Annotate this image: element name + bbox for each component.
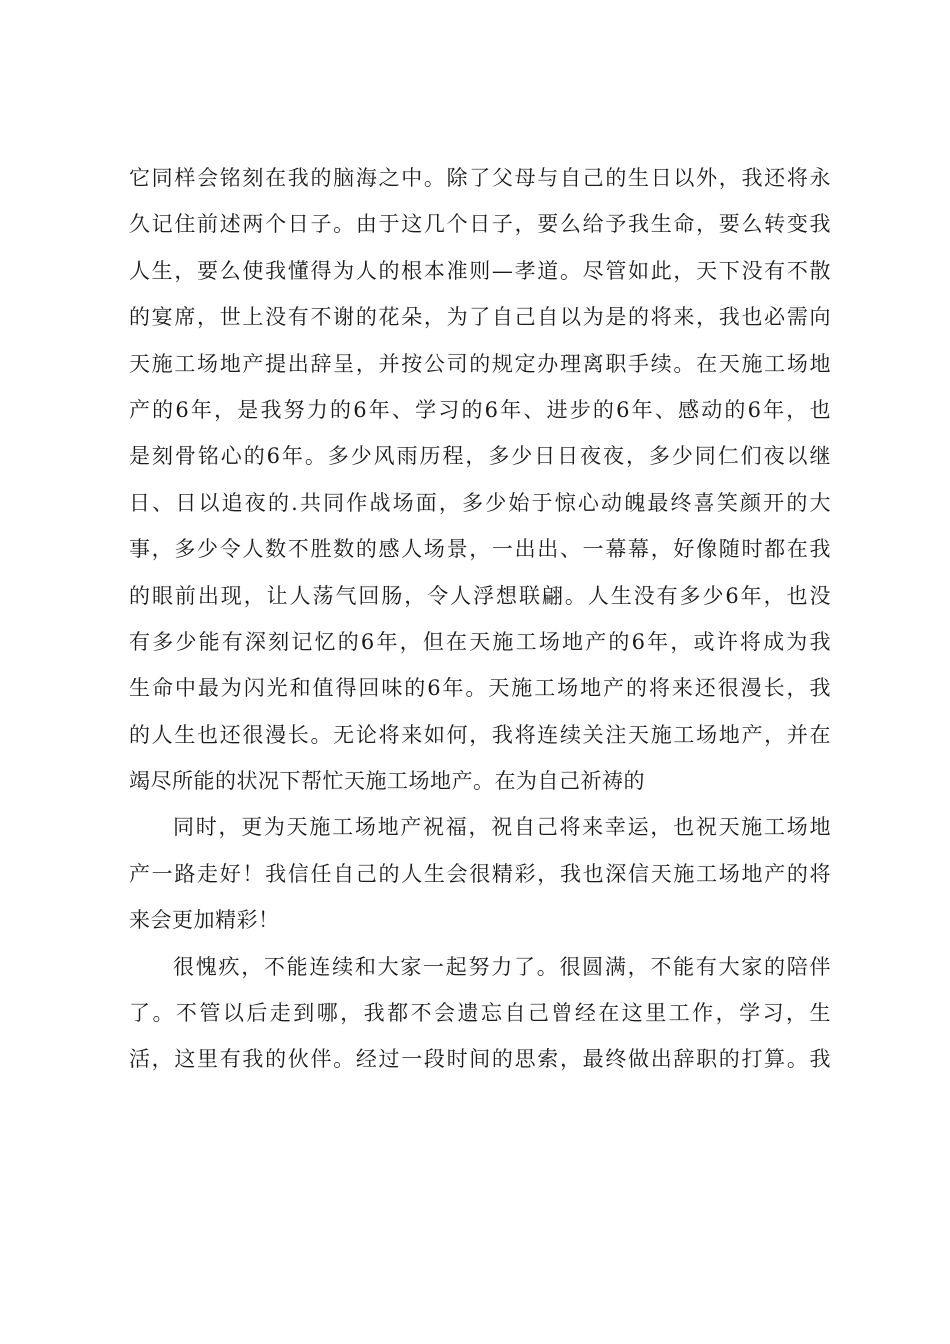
text-line: 来会更加精彩！	[129, 908, 280, 933]
text-line: 的宴席，世上没有不谢的花朵，为了自己自以为是的将来，我也必需向	[129, 305, 831, 330]
text-line: 有多少能有深刻记忆的6年，但在天施工场地产的6年，或许将成为我	[129, 629, 831, 654]
text-line: 产的6年，是我努力的6年、学习的6年、进步的6年、感动的6年，也	[129, 397, 831, 422]
text-line: 人生，要么使我懂得为人的根本准则—孝道。尽管如此，天下没有不散	[129, 258, 831, 283]
text-line: 活，这里有我的伙伴。经过一段时间的思索，最终做出辞职的打算。我	[129, 1047, 831, 1072]
paragraph-3	[129, 944, 831, 1083]
text-line: 久记住前述两个日子。由于这几个日子，要么给予我生命，要么转变我	[129, 212, 831, 237]
paragraph-2	[129, 804, 831, 943]
text-line: 天施工场地产提出辞呈，并按公司的规定办理离职手续。在天施工场地	[129, 351, 831, 376]
text-line: 竭尽所能的状况下帮忙天施工场地产。在为自己祈祷的	[129, 769, 645, 794]
text-line: 的眼前出现，让人荡气回肠，令人浮想联翩。人生没有多少6年，也没	[129, 583, 831, 608]
text-line: 生命中最为闪光和值得回味的6年。天施工场地产的将来还很漫长，我	[129, 676, 831, 701]
text-line: 它同样会铭刻在我的脑海之中。除了父母与自己的生日以外，我还将永	[129, 166, 831, 190]
text-line: 很愧疚，不能连续和大家一起努力了。很圆满，不能有大家的陪伴	[173, 954, 831, 979]
text-line: 同时，更为天施工场地产祝福，祝自己将来幸运，也祝天施工场地	[173, 815, 831, 840]
text-line: 产一路走好！我信任自己的人生会很精彩，我也深信天施工场地产的将	[129, 861, 831, 886]
text-line: 的人生也还很漫长。无论将来如何，我将连续关注天施工场地产，并在	[129, 722, 831, 747]
text-line: 了。不管以后走到哪，我都不会遗忘自己曾经在这里工作，学习，生	[129, 1001, 831, 1026]
document-body	[129, 155, 831, 1083]
text-line: 日、日以追夜的.共同作战场面，多少始于惊心动魄最终喜笑颜开的大	[129, 490, 831, 515]
text-line: 事，多少令人数不胜数的感人场景，一出出、一幕幕，好像随时都在我	[129, 537, 831, 562]
text-line: 是刻骨铭心的6年。多少风雨历程，多少日日夜夜，多少同仁们夜以继	[129, 444, 831, 469]
paragraph-1	[129, 155, 831, 804]
